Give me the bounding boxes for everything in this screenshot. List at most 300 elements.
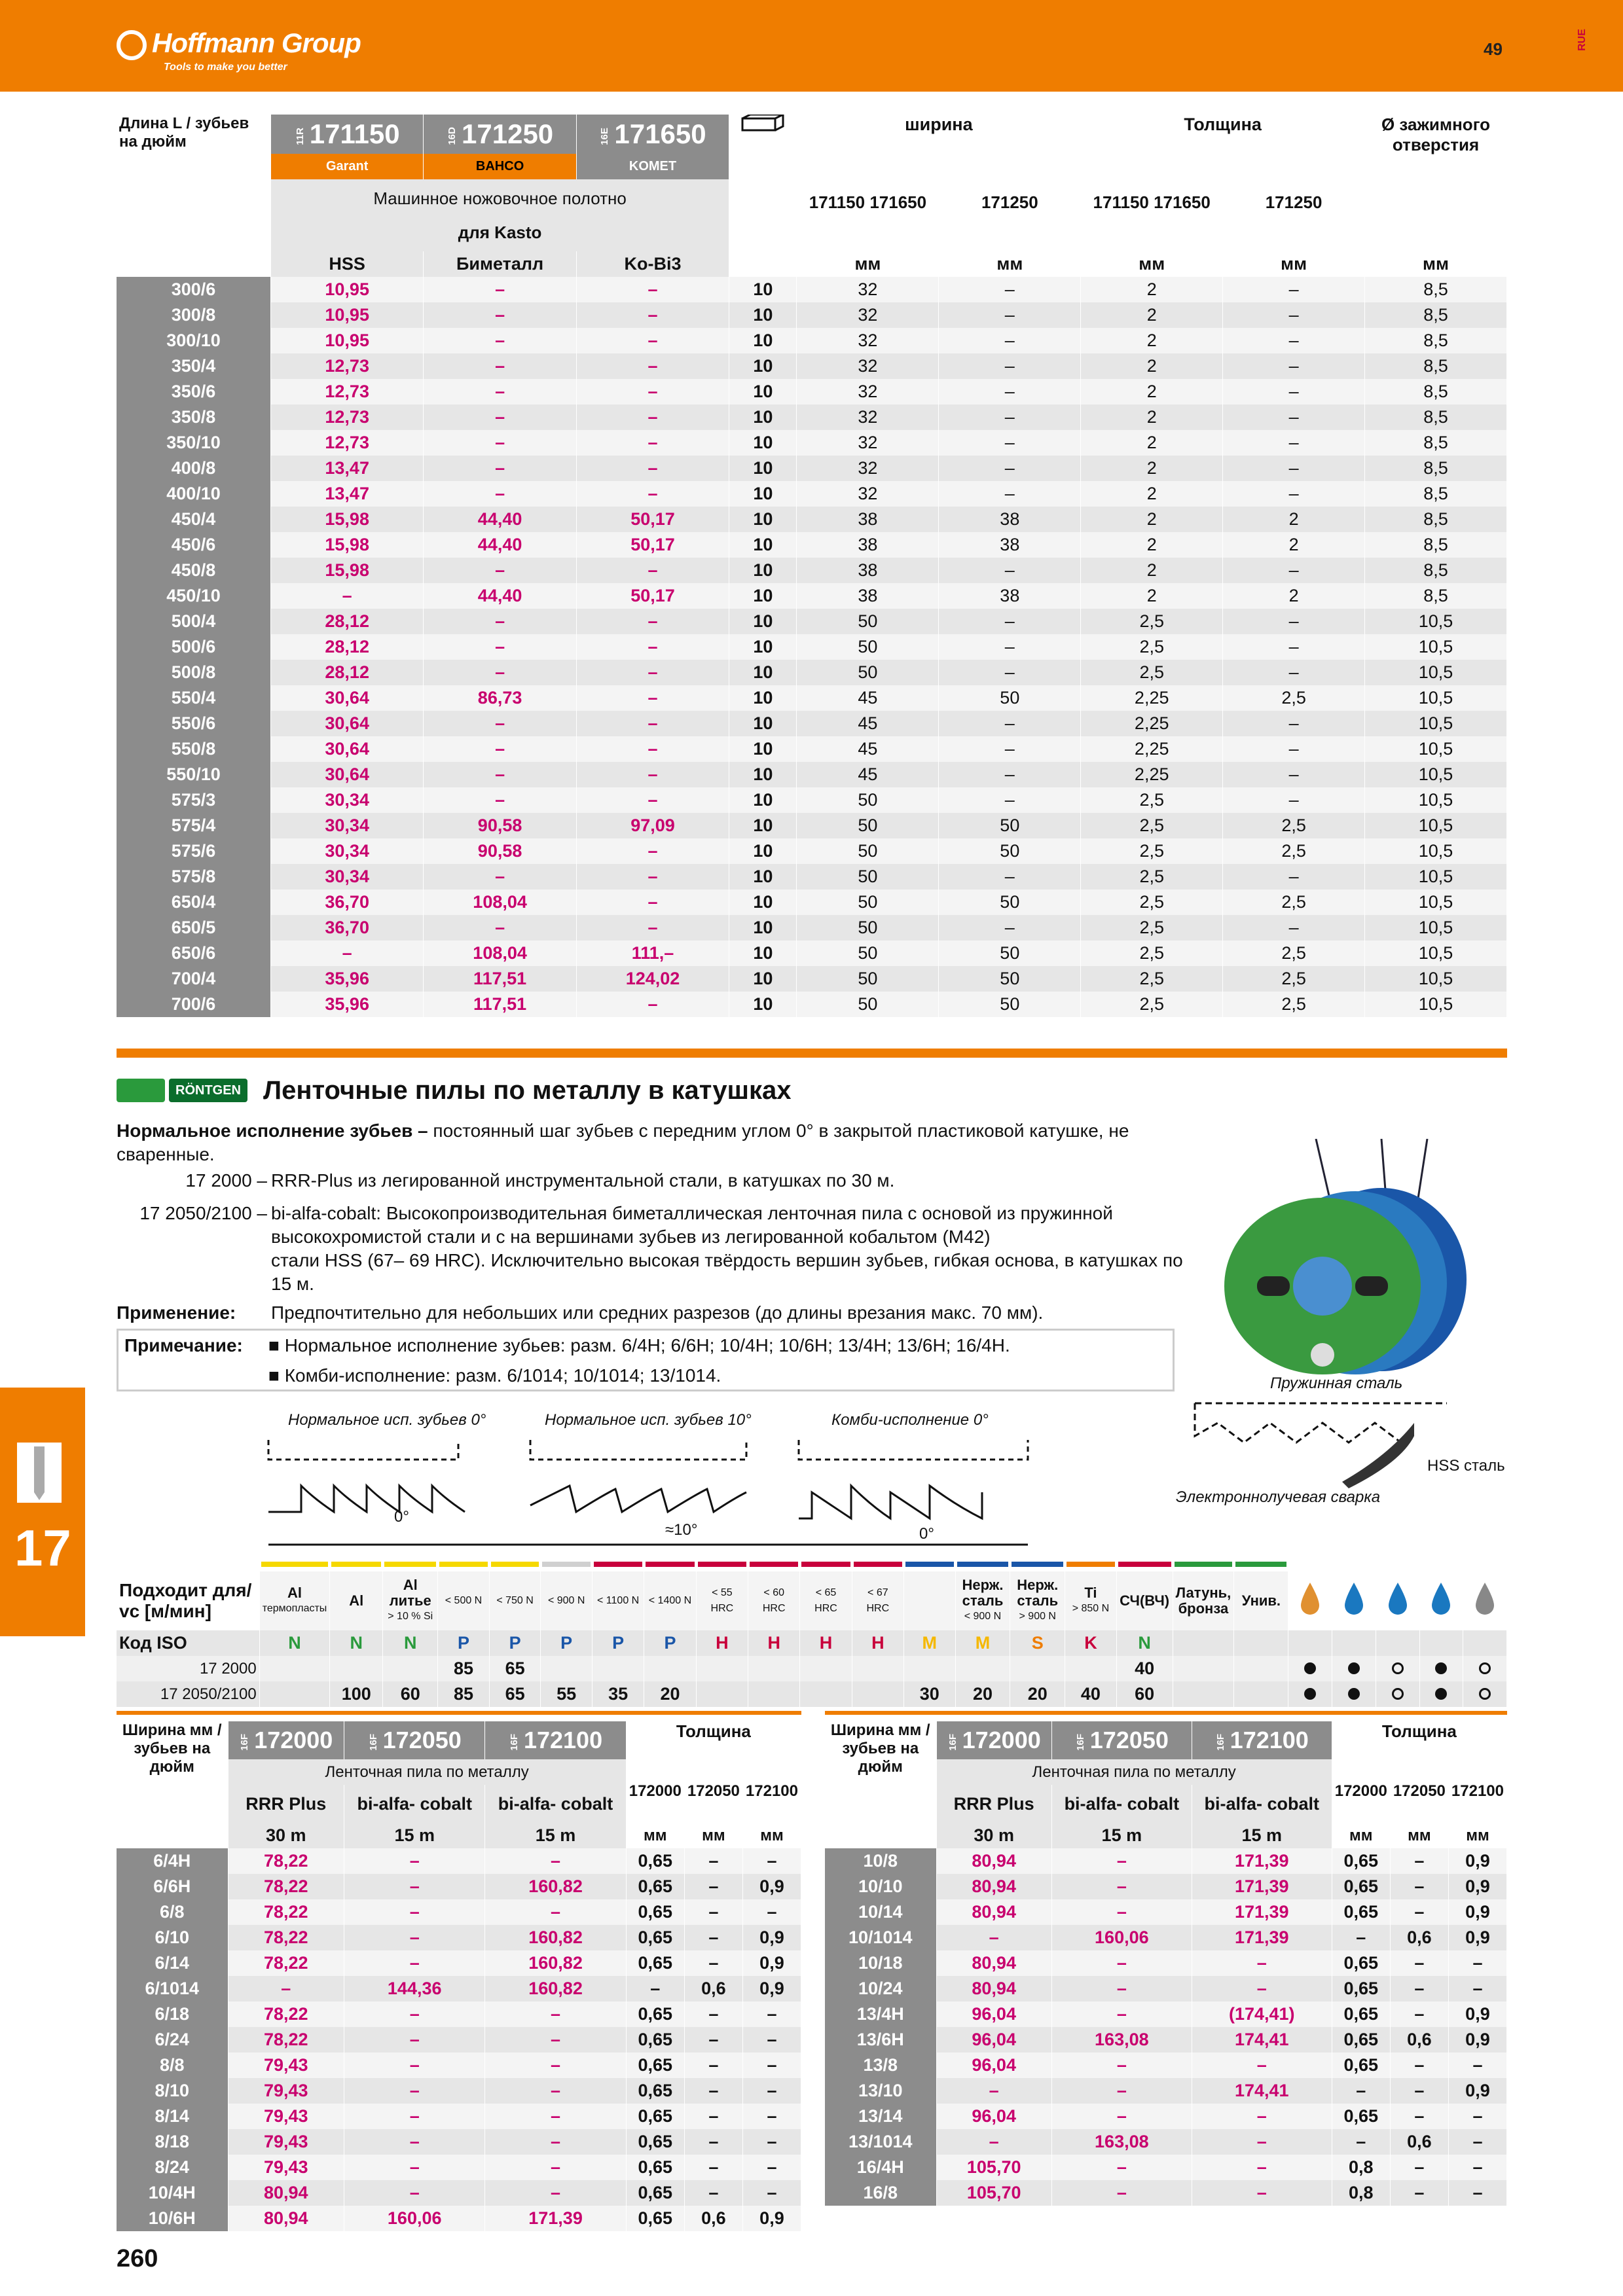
- material-header: Латунь, бронза: [1173, 1571, 1234, 1630]
- table-cell: 2,5: [1081, 787, 1223, 813]
- table-cell: –: [344, 2053, 485, 2078]
- speed-value: [330, 1656, 383, 1681]
- table-cell: –: [576, 838, 729, 864]
- table-cell: 10,5: [1365, 609, 1507, 634]
- iso-code: P: [489, 1630, 541, 1656]
- table-cell: –: [424, 634, 576, 660]
- table-cell: –: [742, 2027, 801, 2053]
- table-cell: –: [1223, 558, 1365, 583]
- table-cell: 10: [729, 685, 797, 711]
- table-cell: 10,5: [1365, 634, 1507, 660]
- table-cell: 79,43: [228, 2129, 344, 2155]
- row-label: 16/4H: [825, 2155, 936, 2180]
- band-saw-table-left: [117, 1721, 801, 2231]
- table-cell: 160,06: [344, 2206, 485, 2231]
- product-name: bi-alfa- cobalt: [344, 1785, 485, 1823]
- table-cell: –: [939, 634, 1081, 660]
- material-color-bar: [592, 1551, 644, 1571]
- table-cell: 8,5: [1365, 507, 1507, 532]
- table-cell: 0,9: [1448, 1848, 1506, 1874]
- table-cell: 10: [729, 456, 797, 481]
- table-cell: 78,22: [228, 1874, 344, 1899]
- table-cell: 0,65: [1332, 1848, 1390, 1874]
- table-cell: 2,5: [1081, 838, 1223, 864]
- speed-value: [383, 1656, 438, 1681]
- icon-bar: [1288, 1551, 1332, 1571]
- table-cell: 79,43: [228, 2104, 344, 2129]
- coolant-mark: [1332, 1656, 1376, 1681]
- row-label: 6/14: [117, 1950, 228, 1976]
- table-cell: 160,82: [485, 1950, 626, 1976]
- material-color-bar: [800, 1551, 852, 1571]
- iso-code: N: [330, 1630, 383, 1656]
- table-cell: 10: [729, 787, 797, 813]
- brand-komet: KOMET: [576, 154, 729, 179]
- table-cell: 2: [1081, 532, 1223, 558]
- table-cell: –: [576, 277, 729, 302]
- table-cell: 0,9: [1448, 2027, 1506, 2053]
- material-header: < 900 N: [541, 1571, 593, 1630]
- row-label: 13/4H: [825, 2001, 936, 2027]
- coolant-mark: [1332, 1681, 1376, 1707]
- table-cell: –: [576, 660, 729, 685]
- table-cell: –: [576, 992, 729, 1017]
- material-header: СЧ(ВЧ): [1116, 1571, 1173, 1630]
- table-cell: –: [939, 353, 1081, 379]
- table-cell: 10,5: [1365, 838, 1507, 864]
- table-cell: 44,40: [424, 583, 576, 609]
- row-label: 10/4H: [117, 2180, 228, 2206]
- table-cell: 50,17: [576, 583, 729, 609]
- material-header: Нерж. сталь > 900 N: [1010, 1571, 1065, 1630]
- product-name: RRR Plus: [228, 1785, 344, 1823]
- table-cell: –: [939, 787, 1081, 813]
- table-row: [117, 2129, 801, 2155]
- table-cell: 50: [797, 660, 939, 685]
- table-row: [825, 1976, 1507, 2001]
- table-cell: 2: [1081, 404, 1223, 430]
- table-cell: –: [1051, 1899, 1192, 1925]
- speed-value: 60: [1116, 1681, 1173, 1707]
- table-cell: 96,04: [936, 2001, 1051, 2027]
- table-row: [117, 2078, 801, 2104]
- table-cell: –: [576, 762, 729, 787]
- table-cell: –: [742, 1899, 801, 1925]
- section-title: Ленточные пилы по металлу в катушках: [263, 1076, 792, 1105]
- table-cell: 171,39: [1192, 1874, 1332, 1899]
- table-cell: –: [684, 2180, 742, 2206]
- table-cell: –: [742, 2155, 801, 2180]
- table-cell: 10: [729, 915, 797, 941]
- row-label: 6/6H: [117, 1874, 228, 1899]
- material-label: Подходит для/ vc [м/мин]: [117, 1571, 259, 1630]
- table-cell: 80,94: [936, 1950, 1051, 1976]
- table-cell: 8,5: [1365, 456, 1507, 481]
- thickness-header: Толщина: [626, 1721, 801, 1759]
- table-cell: –: [344, 2078, 485, 2104]
- row-label: 10/14: [825, 1899, 936, 1925]
- material-header: Al литье > 10 % Si: [383, 1571, 438, 1630]
- speed-value: 20: [644, 1681, 696, 1707]
- table-cell: 10: [729, 558, 797, 583]
- table-cell: 80,94: [936, 1848, 1051, 1874]
- row-label: 575/6: [117, 838, 270, 864]
- table-cell: 30,34: [270, 813, 423, 838]
- table-row: [117, 456, 1507, 481]
- angle-combi-label: 0°: [919, 1525, 934, 1543]
- material-header: < 500 N: [438, 1571, 490, 1630]
- thickness-code: 172100: [742, 1759, 801, 1823]
- sku-header: 16F 172000: [936, 1721, 1051, 1759]
- product-name: bi-alfa- cobalt: [485, 1785, 626, 1823]
- table-cell: –: [424, 430, 576, 456]
- table-cell: –: [344, 2104, 485, 2129]
- row-label: 350/10: [117, 430, 270, 456]
- speed-value: [592, 1656, 644, 1681]
- band-saw-coil-image: [1218, 1139, 1467, 1374]
- table-cell: 0,65: [626, 2027, 684, 2053]
- iso-code: P: [438, 1630, 490, 1656]
- sku-header: 16F 172100: [1192, 1721, 1332, 1759]
- table-cell: –: [1390, 2104, 1448, 2129]
- table-cell: 0,65: [626, 2180, 684, 2206]
- table-cell: 0,65: [626, 1925, 684, 1950]
- page-header: [0, 0, 1623, 92]
- iso-code: S: [1010, 1630, 1065, 1656]
- table-row: [117, 2053, 801, 2078]
- material-color-bar: [330, 1551, 383, 1571]
- table-cell: 105,70: [936, 2155, 1051, 2180]
- table-cell: 50: [939, 889, 1081, 915]
- brand-tagline: Tools to make you better: [164, 62, 287, 73]
- row-label: 500/6: [117, 634, 270, 660]
- table-cell: –: [1332, 2078, 1390, 2104]
- table-cell: 10: [729, 736, 797, 762]
- row-label: 6/4H: [117, 1848, 228, 1874]
- product-description: Машинное ножовочное полотно для Kasto: [270, 179, 729, 251]
- item1-code: 17 2000 –: [185, 1170, 267, 1191]
- iso-code: M: [903, 1630, 955, 1656]
- coil-length: 15 m: [485, 1823, 626, 1848]
- iso-code: H: [800, 1630, 852, 1656]
- table-row: [117, 507, 1507, 532]
- table-cell: 79,43: [228, 2053, 344, 2078]
- speed-value: [748, 1681, 800, 1707]
- row-label: 13/10: [825, 2078, 936, 2104]
- table-cell: 30,64: [270, 685, 423, 711]
- table-cell: –: [576, 685, 729, 711]
- table-cell: –: [1223, 609, 1365, 634]
- table-cell: 45: [797, 762, 939, 787]
- row-label: 550/6: [117, 711, 270, 736]
- table-cell: 10: [729, 481, 797, 507]
- table-cell: –: [1448, 2053, 1506, 2078]
- table-cell: –: [424, 379, 576, 404]
- table-row: [117, 302, 1507, 328]
- table-cell: 35,96: [270, 966, 423, 992]
- table-row: [825, 2180, 1507, 2206]
- table-cell: 10,5: [1365, 736, 1507, 762]
- speed-value: 100: [330, 1681, 383, 1707]
- band-saw-description: Ленточная пила по металлу: [936, 1759, 1332, 1785]
- table-cell: 2: [1223, 532, 1365, 558]
- table-cell: 12,73: [270, 353, 423, 379]
- mat-kobi3: Ko-Bi3: [576, 251, 729, 277]
- table-cell: –: [424, 328, 576, 353]
- row-label: 575/3: [117, 787, 270, 813]
- material-header: < 1100 N: [592, 1571, 644, 1630]
- table-cell: 2: [1081, 481, 1223, 507]
- material-color-bar: [541, 1551, 593, 1571]
- table-row: [117, 1925, 801, 1950]
- table-cell: –: [1223, 634, 1365, 660]
- table-cell: 0,9: [1448, 2001, 1506, 2027]
- table-cell: –: [485, 2129, 626, 2155]
- table-cell: –: [424, 864, 576, 889]
- table-cell: 38: [797, 532, 939, 558]
- coil-length: 15 m: [1051, 1823, 1192, 1848]
- speed-value: 65: [489, 1681, 541, 1707]
- table-cell: 28,12: [270, 634, 423, 660]
- hacksaw-blade-table: [117, 115, 1507, 1017]
- table-cell: –: [939, 915, 1081, 941]
- sku-header: 16F 172100: [485, 1721, 626, 1759]
- table-cell: 0,6: [1390, 2129, 1448, 2155]
- table-cell: 2,5: [1081, 941, 1223, 966]
- table-row: [117, 328, 1507, 353]
- table-cell: 2,5: [1081, 813, 1223, 838]
- table-cell: 2,25: [1081, 736, 1223, 762]
- table-cell: 160,82: [485, 1874, 626, 1899]
- table-cell: 0,65: [1332, 2104, 1390, 2129]
- table-cell: –: [576, 481, 729, 507]
- row-label: 350/4: [117, 353, 270, 379]
- sub-width-a: 171150 171650: [797, 154, 939, 251]
- speed-value: [259, 1656, 330, 1681]
- table-cell: 10: [729, 992, 797, 1017]
- table-cell: 30,64: [270, 762, 423, 787]
- table-row: [117, 277, 1507, 302]
- table-cell: 171,39: [1192, 1925, 1332, 1950]
- row-label: 450/4: [117, 507, 270, 532]
- table-cell: –: [939, 711, 1081, 736]
- material-header: Al термопласты: [259, 1571, 330, 1630]
- table-cell: 80,94: [228, 2206, 344, 2231]
- thickness-header: Толщина: [1081, 115, 1365, 154]
- table-cell: 0,65: [1332, 2053, 1390, 2078]
- table-row: [117, 1950, 801, 1976]
- speed-value: [1010, 1656, 1065, 1681]
- table-cell: 108,04: [424, 889, 576, 915]
- table-cell: –: [1223, 736, 1365, 762]
- unit: мм: [797, 251, 939, 277]
- table-cell: –: [344, 2001, 485, 2027]
- unit: мм: [1332, 1823, 1390, 1848]
- table-cell: 2,5: [1081, 609, 1223, 634]
- table-cell: 10,5: [1365, 864, 1507, 889]
- table-cell: 0,9: [742, 1925, 801, 1950]
- table-row: [117, 941, 1507, 966]
- table-row: [117, 2001, 801, 2027]
- table-cell: –: [742, 1848, 801, 1874]
- weld-diagram: [1192, 1397, 1453, 1495]
- table-cell: –: [1223, 660, 1365, 685]
- table-cell: 10: [729, 302, 797, 328]
- iso-code: [1234, 1630, 1288, 1656]
- table-cell: 0,6: [1390, 1925, 1448, 1950]
- table-cell: –: [344, 1950, 485, 1976]
- table-cell: 0,9: [1448, 2078, 1506, 2104]
- table-cell: –: [1390, 2053, 1448, 2078]
- bottom-left-rule: [117, 1711, 801, 1715]
- row-label: 650/6: [117, 941, 270, 966]
- table-cell: –: [270, 583, 423, 609]
- angle-0-label: 0°: [394, 1508, 409, 1526]
- table-cell: 2,5: [1223, 685, 1365, 711]
- table-cell: 0,9: [1448, 1899, 1506, 1925]
- table-cell: –: [1051, 1874, 1192, 1899]
- material-color-bar: [1234, 1551, 1288, 1571]
- table-row: [825, 1848, 1507, 1874]
- table-row: [117, 379, 1507, 404]
- coolant-mark: [1376, 1656, 1419, 1681]
- table-cell: 124,02: [576, 966, 729, 992]
- speed-value: [955, 1656, 1010, 1681]
- table-cell: 96,04: [936, 2053, 1051, 2078]
- table-cell: –: [344, 1925, 485, 1950]
- table-cell: 0,9: [742, 1874, 801, 1899]
- material-color-bar: [644, 1551, 696, 1571]
- speed-value: 35: [592, 1681, 644, 1707]
- table-cell: –: [939, 379, 1081, 404]
- table-cell: –: [1051, 2001, 1192, 2027]
- table-cell: –: [1223, 404, 1365, 430]
- table-cell: –: [485, 2078, 626, 2104]
- table-cell: 10: [729, 328, 797, 353]
- table-cell: 2: [1081, 430, 1223, 456]
- table-cell: 10,5: [1365, 711, 1507, 736]
- table-cell: –: [1448, 1950, 1506, 1976]
- table-cell: –: [1223, 762, 1365, 787]
- sku-171250: 16D 171250: [424, 115, 576, 154]
- table-cell: 35,96: [270, 992, 423, 1017]
- table-cell: –: [228, 1976, 344, 2001]
- table-cell: 50: [939, 838, 1081, 864]
- row-label: 400/8: [117, 456, 270, 481]
- table-cell: 0,9: [1448, 1925, 1506, 1950]
- coolant-mark: [1288, 1681, 1332, 1707]
- table-cell: 8,5: [1365, 353, 1507, 379]
- speed-value: [696, 1681, 748, 1707]
- product-name: bi-alfa- cobalt: [1051, 1785, 1192, 1823]
- table-row: [117, 2206, 801, 2231]
- table-cell: 50: [797, 787, 939, 813]
- table-cell: 0,65: [626, 1899, 684, 1925]
- table-cell: 90,58: [424, 838, 576, 864]
- table-cell: 50,17: [576, 532, 729, 558]
- table-cell: 80,94: [936, 1976, 1051, 2001]
- table-cell: 2,5: [1081, 915, 1223, 941]
- table-cell: –: [1223, 379, 1365, 404]
- table-row: [825, 1874, 1507, 1899]
- row-label: 13/1014: [825, 2129, 936, 2155]
- table-row: [117, 838, 1507, 864]
- table-cell: –: [576, 915, 729, 941]
- table-cell: –: [684, 1848, 742, 1874]
- row-label: 10/18: [825, 1950, 936, 1976]
- table-cell: 50: [797, 609, 939, 634]
- table-row: [117, 711, 1507, 736]
- no-spray-icon: [1419, 1571, 1463, 1630]
- iso-label: Код ISO: [117, 1630, 259, 1656]
- table-cell: 2: [1081, 277, 1223, 302]
- table-cell: 10: [729, 430, 797, 456]
- row-label: 300/8: [117, 302, 270, 328]
- table-cell: 2: [1081, 507, 1223, 532]
- material-color-bar: [438, 1551, 490, 1571]
- table-cell: –: [270, 941, 423, 966]
- page-number-top: 49: [1484, 39, 1503, 59]
- material-header: Ti > 850 N: [1065, 1571, 1117, 1630]
- table-cell: 10: [729, 813, 797, 838]
- iso-code: M: [955, 1630, 1010, 1656]
- iso-code: P: [644, 1630, 696, 1656]
- row-label: 450/10: [117, 583, 270, 609]
- item1-text: RRR-Plus из легированной инструментальной стали, в катушках по 30 м.: [271, 1170, 895, 1191]
- table-row: [117, 2027, 801, 2053]
- material-color-bar: [852, 1551, 903, 1571]
- diagram-normal-0-label: Нормальное исп. зубьев 0°: [288, 1411, 486, 1429]
- row-label: 575/8: [117, 864, 270, 889]
- note-line-1: ■ Нормальное исполнение зубьев: разм. 6/4H; 6/6H; 10/4H; 10/6H; 13/4H; 13/6H; 16/4H.: [268, 1335, 1010, 1355]
- coil-length: 30 m: [228, 1823, 344, 1848]
- coolant-mark: [1463, 1656, 1507, 1681]
- row-label: 8/8: [117, 2053, 228, 2078]
- table-cell: –: [1223, 430, 1365, 456]
- table-cell: 0,6: [1390, 2027, 1448, 2053]
- angle-10-label: ≈10°: [665, 1521, 698, 1539]
- iso-empty: [1419, 1630, 1463, 1656]
- weld-label: Электроннолучевая сварка: [1176, 1488, 1381, 1506]
- table-cell: 2,5: [1081, 889, 1223, 915]
- item2-text-a: bi-alfa-cobalt: Высокопроизводительная биметаллическая ленточная пила с основой из пружинной высокохромистой стали и с на вершинами зубьев из легированной кобальтом (M42): [271, 1203, 1113, 1247]
- table-row: [117, 685, 1507, 711]
- table-cell: 10: [729, 379, 797, 404]
- material-header: Al: [330, 1571, 383, 1630]
- table-cell: 78,22: [228, 1848, 344, 1874]
- table-cell: 28,12: [270, 609, 423, 634]
- table-cell: 44,40: [424, 532, 576, 558]
- table-row: [117, 558, 1507, 583]
- table-cell: 30,34: [270, 864, 423, 889]
- table-cell: –: [939, 302, 1081, 328]
- table-row: [117, 864, 1507, 889]
- speed-value: 55: [541, 1681, 593, 1707]
- table-cell: –: [576, 889, 729, 915]
- speed-value: [800, 1681, 852, 1707]
- row-label: 10/6H: [117, 2206, 228, 2231]
- coil-length: 15 m: [1192, 1823, 1332, 1848]
- row-label: 6/24: [117, 2027, 228, 2053]
- table-cell: 2,5: [1081, 634, 1223, 660]
- diagram-normal-10-label: Нормальное исп. зубьев 10°: [545, 1411, 752, 1429]
- table-cell: 8,5: [1365, 277, 1507, 302]
- sku-header: 16F 172050: [344, 1721, 485, 1759]
- row-label: 700/4: [117, 966, 270, 992]
- table-row: [825, 2129, 1507, 2155]
- material-color-bar: [383, 1551, 438, 1571]
- table-cell: –: [684, 1925, 742, 1950]
